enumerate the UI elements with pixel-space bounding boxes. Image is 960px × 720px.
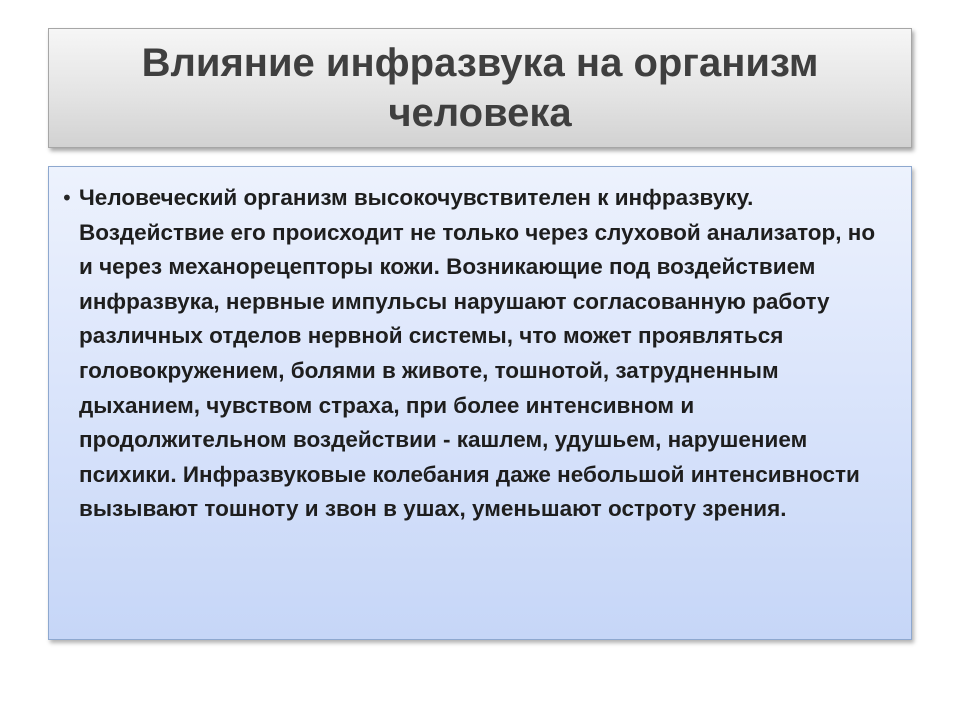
- bullet-text: Человеческий организм высокочувствителен к инфразвуку. Воздействие его происходит не только через слуховой анализатор, но и через механорецепторы кожи. Возникающие под воздействием инфразвука, нервные импульсы нарушают согласованную работу различных отделов нервной системы, что может проявляться головокружением, болями в животе, тошнотой, затрудненным дыханием, чувством страха, при более интенсивном и продолжительном воздействии - кашлем, удушьем, нарушением психики. Инфразвуковые колебания даже небольшой интенсивности вызывают тошноту и звон в ушах, уменьшают остроту зрения.: [79, 185, 876, 522]
- slide-title: Влияние инфразвука на организм человека: [141, 41, 819, 135]
- bullet-icon: •: [61, 186, 73, 210]
- content-placeholder: [48, 166, 912, 640]
- title-placeholder: [48, 28, 912, 148]
